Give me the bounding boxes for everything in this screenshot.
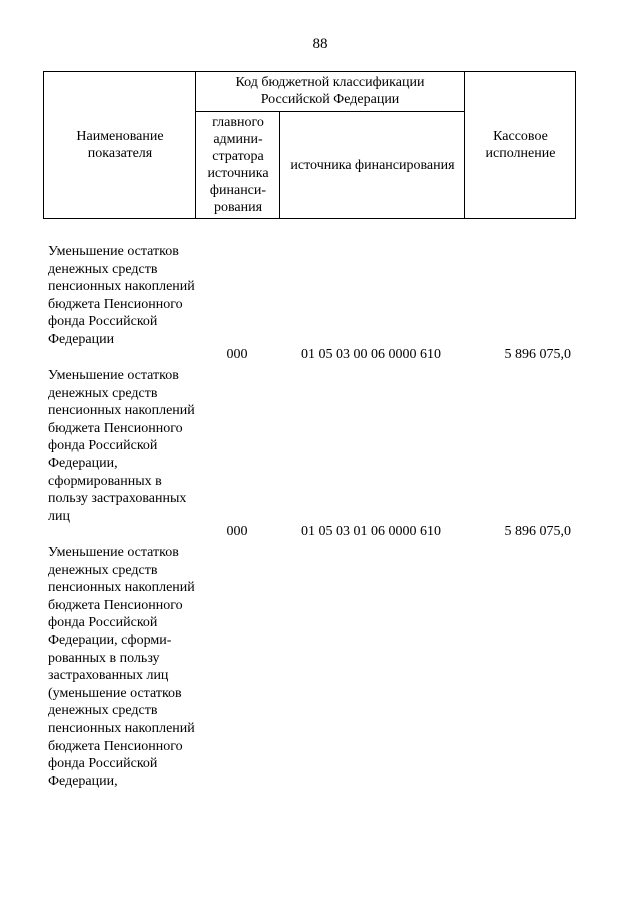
row-name: Уменьшение остатков денежных средств пенсионных накоплений бюджета Пенсионного фонда Российской Федерации, сформи-рованных в пользу застрахованных лиц (уменьшение остатков денежных средств пенсионных накоплений бюджета Пенсионного фонда Российской Федерации, (48, 545, 195, 789)
row-source-code: 01 05 03 01 06 0000 610 (301, 524, 441, 539)
row-admin-code: 000 (226, 347, 248, 362)
header-name: Наименование показателя (76, 129, 164, 161)
header-admin: главного админи-стратора источника финанси-рования (207, 115, 269, 215)
header-source: источника финансирования (290, 157, 455, 173)
table-header (43, 71, 576, 219)
row-admin-code: 000 (226, 524, 248, 539)
row-source-code: 01 05 03 00 06 0000 610 (301, 347, 441, 362)
header-amount: Кассовое исполнение (485, 129, 556, 161)
header-code-group: Код бюджетной классификации Российской Федерации (235, 75, 425, 107)
row-name: Уменьшение остатков денежных средств пенсионных накоплений бюджета Пенсионного фонда Российской Федерации (48, 244, 195, 347)
row-amount: 5 896 075,0 (504, 347, 571, 362)
row-name: Уменьшение остатков денежных средств пенсионных накоплений бюджета Пенсионного фонда Российской Федерации, сформированных в пользу застрахованных лиц (48, 368, 195, 524)
row-amount: 5 896 075,0 (504, 524, 571, 539)
page-number: 88 (312, 36, 328, 52)
